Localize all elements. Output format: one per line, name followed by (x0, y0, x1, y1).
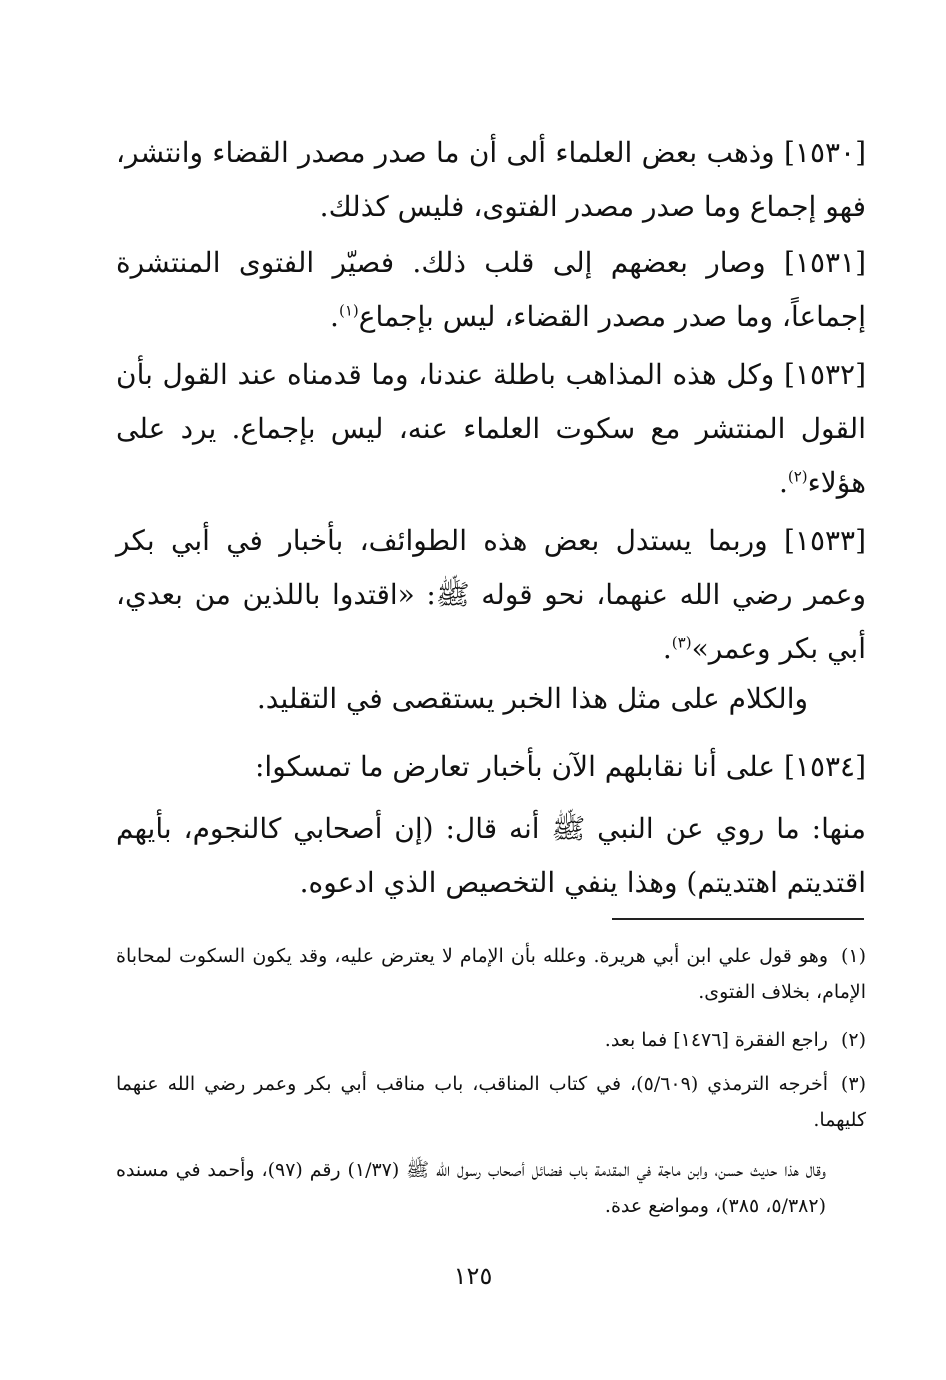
footnote-ref-2: (٢) (787, 467, 808, 486)
paragraph-1530 (116, 126, 866, 234)
footnote-ref-1: (١) (338, 301, 359, 320)
paragraph-1530-text: [١٥٣٠] وذهب بعض العلماء ألى أن ما صدر مصدر القضاء وانتشر، فهو إجماع وما صدر مصدر الفتوى، فليس كذلك. (116, 136, 866, 223)
footnote-3-text: أخرجه الترمذي (٥/٦٠٩)، في كتاب المناقب، باب مناقب أبي بكر وعمر رضي الله عنهما كليهما. (116, 1073, 866, 1131)
paragraph-1534 (116, 740, 866, 794)
footnote-3-number: (٣) (840, 1073, 866, 1095)
footnote-1 (116, 938, 866, 1010)
footnote-separator (612, 918, 864, 920)
footnote-2-text: راجع الفقرة [١٤٧٦] فما بعد. (604, 1029, 828, 1051)
paragraph-kalam (116, 672, 866, 726)
footnote-3-continuation (116, 1152, 866, 1224)
paragraph-1534-text: [١٥٣٤] على أنا نقابلهم الآن بأخبار تعارض ما تمسكوا: (254, 750, 866, 783)
paragraph-minha (116, 802, 866, 910)
footnote-3 (116, 1066, 866, 1138)
paragraph-1532: [١٥٣٢] وكل هذه المذاهب باطلة عندنا، وما قدمناه عند القول بأن القول المنتشر مع سكوت العلماء عنه، ليس بإجماع. يرد على هؤلاء$^{(٢)}$. (116, 358, 866, 499)
paragraph-1533: [١٥٣٣] وربما يستدل بعض هذه الطوائف، بأخبار في أبي بكر وعمر رضي الله عنهما، نحو قوله ﷺ: «اقتدوا باللذين من بعدي، أبي بكر وعمر»$^{(٣)}$. (116, 524, 866, 665)
paragraph-1533-text: [١٥٣٣] وربما يستدل بعض هذه الطوائف، بأخبار في أبي بكر وعمر رضي الله عنهما، نحو قوله ﷺ: «اقتدوا باللذين من بعدي، أبي بكر وعمر» (116, 524, 866, 665)
paragraph-1532-text: [١٥٣٢] وكل هذه المذاهب باطلة عندنا، وما قدمناه عند القول بأن القول المنتشر مع سكوت العلماء عنه، ليس بإجماع. يرد على هؤلاء (116, 358, 866, 499)
footnote-3-continuation-text: وقال هذا حديث حسن، وابن ماجة في المقدمة باب فضائل أصحاب رسول الله ﷺ (١/٣٧) رقم (٩٧)، وأحمد في مسنده (٥/٣٨٢، ٣٨٥)، ومواضع عدة. (116, 1159, 826, 1217)
paragraph-1531-text: [١٥٣١] وصار بعضهم إلى قلب ذلك. فصيّر الفتوى المنتشرة إجماعاً، وما صدر مصدر القضاء، ليس بإجماع (116, 246, 866, 333)
paragraph-minha-text: منها: ما روي عن النبي ﷺ أنه قال: (إن أصحابي كالنجوم، بأيهم اقتديتم اهتديتم) وهذا ينفي التخصيص الذي ادعوه. (116, 812, 866, 899)
page-number: ١٢٥ (453, 1262, 493, 1290)
paragraph-kalam-text: والكلام على مثل هذا الخبر يستقصى في التقليد. (256, 682, 808, 715)
paragraph-1531: [١٥٣١] وصار بعضهم إلى قلب ذلك. فصيّر الفتوى المنتشرة إجماعاً، وما صدر مصدر القضاء، ليس بإجماع$^{(١)}$. (116, 246, 866, 333)
footnote-1-text: وهو قول علي ابن أبي هريرة. وعلله بأن الإمام لا يعترض عليه، وقد يكون السكوت لمحاباة الإمام، بخلاف الفتوى. (116, 945, 866, 1003)
footnote-1-number: (١) (840, 945, 866, 967)
footnote-ref-3: (٣) (671, 633, 692, 652)
footnote-2-number: (٢) (840, 1029, 866, 1051)
footnote-2 (116, 1022, 866, 1058)
